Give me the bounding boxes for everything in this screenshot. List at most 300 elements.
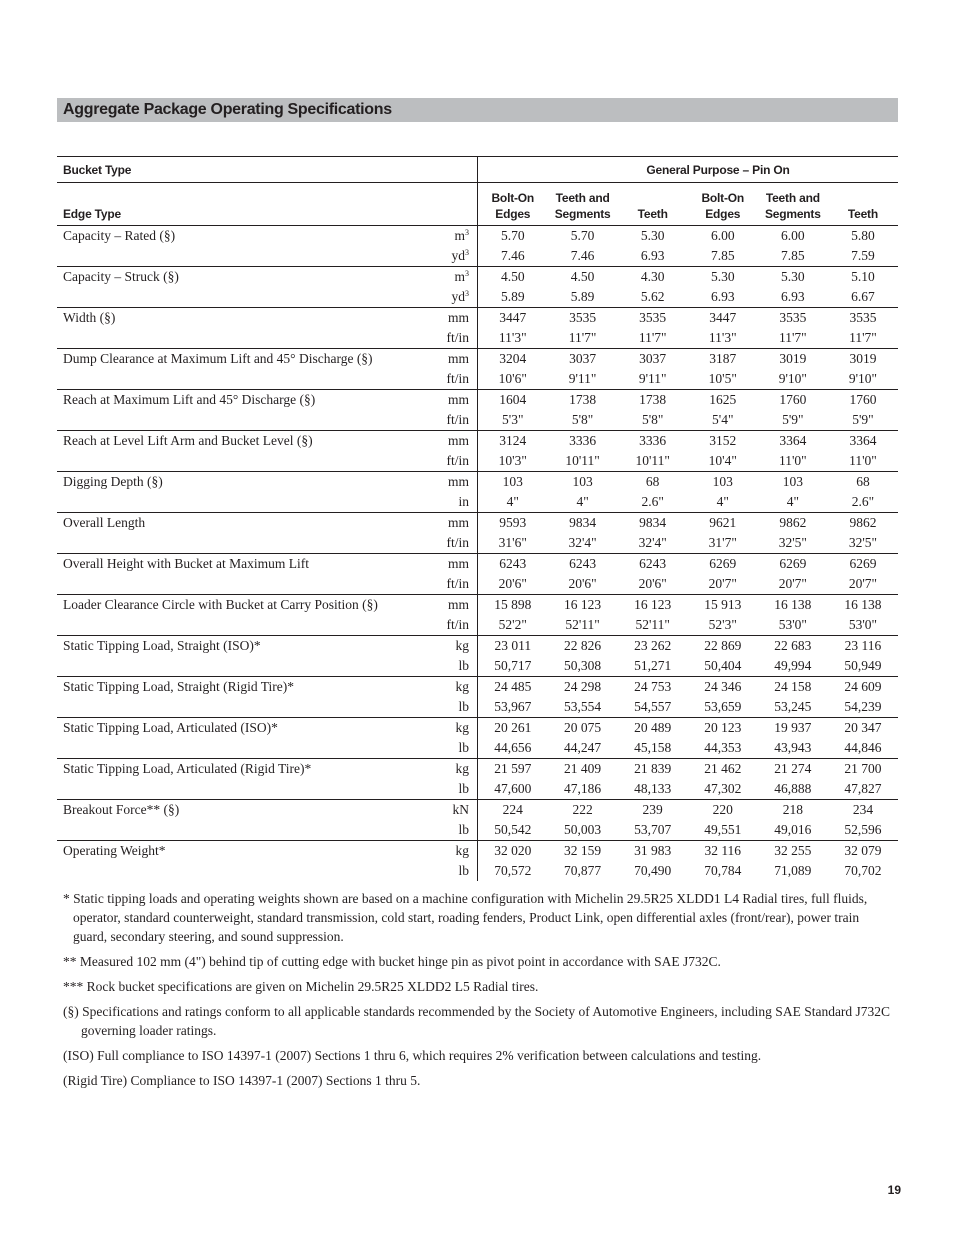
unit-text: kg — [455, 843, 469, 858]
spec-label: Breakout Force** (§) — [57, 800, 407, 841]
value-cell: 23 262 — [618, 636, 688, 657]
value-cell: 234 — [828, 800, 898, 821]
value-cell: 9'11" — [638, 371, 667, 386]
value-cell: 24 158 — [758, 677, 828, 698]
value-cell: 5.89 — [477, 287, 547, 308]
value-cell: 3187 — [688, 349, 758, 370]
unit-text: mm — [447, 392, 469, 407]
value-cell: 21 462 — [688, 759, 758, 780]
spec-label: Overall Height with Bucket at Maximum Lift — [57, 554, 407, 595]
unit-cell — [407, 841, 477, 862]
value-cell: 21 597 — [477, 759, 547, 780]
value-cell: 5'8" — [571, 412, 594, 427]
value-cell: 47,827 — [844, 781, 882, 796]
value-cell: 52,596 — [844, 822, 882, 837]
value-cell: 5.30 — [618, 226, 688, 247]
value-cell: 10'3" — [477, 451, 547, 472]
value-cell: 3364 — [758, 431, 828, 452]
value-cell: 5.30 — [758, 267, 828, 288]
value-cell: 6269 — [828, 554, 898, 575]
table-row — [57, 636, 898, 657]
value-cell: 23 011 — [477, 636, 547, 657]
value-cell: 5'8" — [641, 412, 664, 427]
value-cell: 4" — [786, 494, 799, 509]
table-row — [57, 841, 898, 862]
unit-cell — [407, 800, 477, 821]
spec-label: Reach at Level Lift Arm and Bucket Level (§) — [57, 431, 407, 472]
unit-text: m — [454, 269, 465, 284]
footnote: (ISO) Full compliance to ISO 14397-1 (2007) Sections 1 thru 6, which requires 2% verification between calculations and testing. — [63, 1048, 762, 1063]
value-cell: 10'5" — [708, 371, 737, 386]
value-cell: 32 255 — [758, 841, 828, 862]
unit-cell — [407, 574, 477, 595]
value-cell: 3447 — [688, 308, 758, 329]
unit-cell — [407, 226, 477, 247]
value-cell: 3037 — [548, 349, 618, 370]
unit-cell — [407, 779, 477, 800]
unit-cell — [407, 861, 477, 881]
value-cell: 21 839 — [618, 759, 688, 780]
unit-cell — [407, 472, 477, 493]
value-cell: 44,656 — [477, 738, 547, 759]
unit-cell — [407, 697, 477, 718]
footnote: * Static tipping loads and operating weights shown are based on a machine configuration with Michelin 29.5R25 XLDD1 L4 Radial tires, full fluids, operator, standard counterweight, standard transmission, cold start, roading fenders, Product Link, open differential axles (front/rear), power train guard, secondary steering, and sound suppression. — [63, 891, 868, 944]
value-cell: 6.93 — [710, 289, 735, 304]
footnote: (§) Specifications and ratings conform to all applicable standards recommended by the Society of Automotive Engineers, including SAE Standard J732C governing loader ratings. — [63, 1004, 891, 1038]
unit-exponent: 3 — [464, 228, 469, 237]
value-cell: 3336 — [548, 431, 618, 452]
spec-label: Operating Weight* — [57, 841, 407, 882]
unit-text: mm — [447, 433, 469, 448]
unit-text: kg — [455, 679, 469, 694]
value-cell: 2.6" — [641, 494, 664, 509]
value-cell: 9834 — [618, 513, 688, 534]
value-cell: 6.00 — [688, 226, 758, 247]
value-cell: 48,133 — [634, 781, 672, 796]
value-cell: 49,994 — [774, 658, 812, 673]
unit-text: kg — [455, 761, 469, 776]
value-cell: 45,158 — [634, 740, 672, 755]
value-cell: 71,089 — [774, 863, 812, 878]
value-cell: 24 346 — [688, 677, 758, 698]
value-cell: 2.6" — [851, 494, 875, 509]
unit-cell — [407, 738, 477, 759]
edge-type-line: Bolt-On — [491, 191, 535, 205]
value-cell: 50,404 — [704, 658, 742, 673]
value-cell: 24 609 — [828, 677, 898, 698]
spec-label: Static Tipping Load, Articulated (Rigid Tire)* — [57, 759, 407, 800]
spec-label: Static Tipping Load, Straight (Rigid Tire)* — [57, 677, 407, 718]
value-cell: 32 159 — [548, 841, 618, 862]
value-cell: 52'2" — [477, 615, 547, 636]
value-cell: 47,302 — [704, 781, 742, 796]
value-cell: 5'3" — [477, 410, 547, 431]
value-cell: 16 138 — [758, 595, 828, 616]
value-cell: 6269 — [688, 554, 758, 575]
value-cell: 31'6" — [477, 533, 547, 554]
edge-type-line: Teeth — [637, 207, 668, 221]
unit-text: yd — [451, 289, 465, 304]
edge-type-line: Edges — [705, 207, 741, 221]
value-cell: 11'7" — [568, 330, 597, 345]
value-cell: 31'7" — [708, 535, 737, 550]
value-cell: 70,572 — [477, 861, 547, 881]
value-cell: 3535 — [618, 308, 688, 329]
value-cell: 3535 — [758, 308, 828, 329]
value-cell: 32 116 — [688, 841, 758, 862]
page-number: 19 — [887, 1183, 901, 1197]
value-cell: 15 913 — [688, 595, 758, 616]
unit-cell — [407, 492, 477, 513]
value-cell: 16 123 — [548, 595, 618, 616]
table-row — [57, 472, 898, 493]
value-cell: 53,554 — [564, 699, 602, 714]
value-cell: 10'11" — [635, 453, 670, 468]
value-cell: 20 075 — [548, 718, 618, 739]
unit-text: kN — [452, 802, 469, 817]
value-cell: 50,542 — [477, 820, 547, 841]
value-cell: 51,271 — [634, 658, 672, 673]
value-cell: 3535 — [548, 308, 618, 329]
value-cell: 49,551 — [704, 822, 742, 837]
value-cell: 20'6" — [477, 574, 547, 595]
value-cell: 32'5" — [778, 535, 807, 550]
value-cell: 21 274 — [758, 759, 828, 780]
value-cell: 5'4" — [712, 412, 734, 427]
value-cell: 23 116 — [828, 636, 898, 657]
edge-type-line: Teeth and — [555, 191, 610, 205]
edge-type-header — [758, 183, 828, 226]
unit-text: kg — [455, 638, 469, 653]
unit-text: in — [458, 494, 469, 509]
unit-text: lb — [458, 863, 469, 878]
edge-type-line: Edges — [495, 207, 531, 221]
value-cell: 3019 — [758, 349, 828, 370]
value-cell: 220 — [688, 800, 758, 821]
spec-label: Digging Depth (§) — [57, 472, 407, 513]
edge-type-line: Teeth — [847, 207, 878, 221]
unit-text: lb — [458, 699, 469, 714]
value-cell: 52'3" — [708, 617, 737, 632]
header-row-bucket-type — [57, 157, 898, 183]
value-cell: 6243 — [477, 554, 547, 575]
value-cell: 6.00 — [758, 226, 828, 247]
value-cell: 10'11" — [565, 453, 600, 468]
value-cell: 20'7" — [708, 576, 737, 591]
edge-type-label: Edge Type — [57, 183, 477, 226]
value-cell: 47,600 — [477, 779, 547, 800]
table-row — [57, 759, 898, 780]
spec-label: Static Tipping Load, Straight (ISO)* — [57, 636, 407, 677]
value-cell: 3204 — [477, 349, 547, 370]
value-cell: 54,239 — [844, 699, 882, 714]
table-row — [57, 677, 898, 698]
unit-cell — [407, 513, 477, 534]
value-cell: 10'6" — [477, 369, 547, 390]
value-cell: 20 123 — [688, 718, 758, 739]
value-cell: 53'0" — [848, 617, 878, 632]
value-cell: 3037 — [618, 349, 688, 370]
value-cell: 50,003 — [564, 822, 602, 837]
unit-text: lb — [458, 658, 469, 673]
footnote: ** Measured 102 mm (4") behind tip of cutting edge with bucket hinge pin as pivot point in accordance with SAE J732C. — [63, 954, 721, 969]
value-cell: 6.93 — [640, 248, 665, 263]
value-cell: 1760 — [758, 390, 828, 411]
value-cell: 20'7" — [848, 576, 878, 591]
specifications-table — [57, 156, 898, 881]
unit-cell — [407, 287, 477, 308]
value-cell: 103 — [688, 472, 758, 493]
unit-text: lb — [458, 740, 469, 755]
value-cell: 47,186 — [564, 781, 602, 796]
bucket-group-label: General Purpose – Pin On — [477, 157, 898, 183]
value-cell: 50,949 — [844, 658, 882, 673]
value-cell: 1738 — [618, 390, 688, 411]
unit-exponent: 3 — [464, 269, 469, 278]
value-cell: 16 123 — [618, 595, 688, 616]
footnotes — [63, 889, 893, 1096]
value-cell: 53,245 — [774, 699, 812, 714]
value-cell: 16 138 — [828, 595, 898, 616]
value-cell: 4" — [576, 494, 589, 509]
value-cell: 5.62 — [640, 289, 665, 304]
unit-text: lb — [458, 781, 469, 796]
spec-label: Loader Clearance Circle with Bucket at Carry Position (§) — [57, 595, 407, 636]
unit-text: ft/in — [446, 371, 469, 386]
value-cell: 9862 — [828, 513, 898, 534]
value-cell: 11'3" — [708, 330, 737, 345]
value-cell: 24 753 — [618, 677, 688, 698]
value-cell: 22 826 — [548, 636, 618, 657]
value-cell: 6243 — [618, 554, 688, 575]
unit-cell — [407, 718, 477, 739]
value-cell: 22 683 — [758, 636, 828, 657]
value-cell: 32'4" — [568, 535, 597, 550]
value-cell: 5.70 — [477, 226, 547, 247]
spec-label: Capacity – Struck (§) — [57, 267, 407, 308]
value-cell: 53,707 — [634, 822, 672, 837]
value-cell: 5'9" — [782, 412, 804, 427]
value-cell: 3535 — [828, 308, 898, 329]
value-cell: 50,717 — [477, 656, 547, 677]
unit-cell — [407, 554, 477, 575]
value-cell: 1760 — [828, 390, 898, 411]
value-cell: 222 — [548, 800, 618, 821]
value-cell: 52'11" — [565, 617, 600, 632]
value-cell: 5.10 — [828, 267, 898, 288]
spec-label: Capacity – Rated (§) — [57, 226, 407, 267]
value-cell: 1625 — [688, 390, 758, 411]
table-row — [57, 308, 898, 329]
value-cell: 103 — [477, 472, 547, 493]
value-cell: 32'4" — [638, 535, 667, 550]
value-cell: 9834 — [548, 513, 618, 534]
value-cell: 4" — [716, 494, 729, 509]
value-cell: 9'10" — [778, 371, 807, 386]
table-row — [57, 554, 898, 575]
unit-cell — [407, 308, 477, 329]
edge-type-header — [688, 183, 758, 226]
value-cell: 5.70 — [548, 226, 618, 247]
table-row — [57, 431, 898, 452]
unit-text: mm — [447, 515, 469, 530]
value-cell: 1738 — [548, 390, 618, 411]
value-cell: 3124 — [477, 431, 547, 452]
unit-text: ft/in — [446, 576, 469, 591]
value-cell: 20'6" — [568, 576, 597, 591]
unit-cell — [407, 349, 477, 370]
unit-exponent: 3 — [464, 248, 469, 257]
value-cell: 7.85 — [781, 248, 805, 263]
unit-cell — [407, 656, 477, 677]
value-cell: 32'5" — [848, 535, 878, 550]
value-cell: 9'10" — [848, 371, 878, 386]
value-cell: 24 485 — [477, 677, 547, 698]
unit-text: mm — [447, 310, 469, 325]
unit-cell — [407, 267, 477, 288]
value-cell: 7.46 — [570, 248, 595, 263]
unit-exponent: 3 — [464, 289, 469, 298]
unit-text: yd — [451, 248, 465, 263]
spec-label: Width (§) — [57, 308, 407, 349]
value-cell: 9862 — [758, 513, 828, 534]
value-cell: 15 898 — [477, 595, 547, 616]
edge-type-header — [548, 183, 618, 226]
value-cell: 7.59 — [851, 248, 875, 263]
bucket-type-label: Bucket Type — [57, 157, 477, 183]
unit-cell — [407, 410, 477, 431]
value-cell: 20'6" — [638, 576, 667, 591]
value-cell: 19 937 — [758, 718, 828, 739]
value-cell: 70,877 — [564, 863, 602, 878]
unit-text: m — [454, 228, 465, 243]
edge-type-header — [618, 183, 688, 226]
value-cell: 21 700 — [828, 759, 898, 780]
footnote: *** Rock bucket specifications are given on Michelin 29.5R25 XLDD2 L5 Radial tires. — [63, 979, 539, 994]
value-cell: 3019 — [828, 349, 898, 370]
table-row — [57, 390, 898, 411]
unit-text: mm — [447, 556, 469, 571]
value-cell: 70,784 — [704, 863, 742, 878]
edge-type-line: Teeth and — [765, 191, 820, 205]
value-cell: 3364 — [828, 431, 898, 452]
unit-cell — [407, 390, 477, 411]
table-row — [57, 267, 898, 288]
value-cell: 53'0" — [778, 617, 807, 632]
value-cell: 32 020 — [477, 841, 547, 862]
value-cell: 21 409 — [548, 759, 618, 780]
unit-text: ft/in — [446, 617, 469, 632]
value-cell: 20 489 — [618, 718, 688, 739]
value-cell: 11'7" — [638, 330, 667, 345]
value-cell: 3152 — [688, 431, 758, 452]
unit-text: ft/in — [446, 330, 469, 345]
value-cell: 46,888 — [774, 781, 812, 796]
value-cell: 6.67 — [851, 289, 875, 304]
unit-text: ft/in — [446, 453, 469, 468]
value-cell: 218 — [758, 800, 828, 821]
unit-text: ft/in — [446, 412, 469, 427]
value-cell: 31 983 — [618, 841, 688, 862]
unit-text: kg — [455, 720, 469, 735]
value-cell: 43,943 — [774, 740, 812, 755]
value-cell: 103 — [548, 472, 618, 493]
edge-type-line: Segments — [764, 207, 821, 221]
value-cell: 52'11" — [635, 617, 670, 632]
value-cell: 6.93 — [781, 289, 805, 304]
spec-label: Overall Length — [57, 513, 407, 554]
value-cell: 50,308 — [564, 658, 602, 673]
unit-text: lb — [458, 822, 469, 837]
value-cell: 4.50 — [477, 267, 547, 288]
value-cell: 32 079 — [828, 841, 898, 862]
value-cell: 6269 — [758, 554, 828, 575]
value-cell: 11'7" — [849, 330, 877, 345]
value-cell: 103 — [758, 472, 828, 493]
value-cell: 5'9" — [852, 412, 874, 427]
value-cell: 68 — [828, 472, 898, 493]
value-cell: 7.85 — [710, 248, 735, 263]
value-cell: 9593 — [477, 513, 547, 534]
unit-cell — [407, 431, 477, 452]
value-cell: 68 — [618, 472, 688, 493]
value-cell: 54,557 — [634, 699, 672, 714]
unit-cell — [407, 533, 477, 554]
value-cell: 20 347 — [828, 718, 898, 739]
unit-cell — [407, 246, 477, 267]
unit-cell — [407, 451, 477, 472]
value-cell: 44,353 — [704, 740, 742, 755]
value-cell: 4.30 — [618, 267, 688, 288]
value-cell: 5.89 — [570, 289, 595, 304]
value-cell: 53,967 — [477, 697, 547, 718]
spec-label: Static Tipping Load, Articulated (ISO)* — [57, 718, 407, 759]
section-title: Aggregate Package Operating Specifications — [57, 98, 898, 122]
value-cell: 20'7" — [778, 576, 807, 591]
spec-label: Dump Clearance at Maximum Lift and 45° Discharge (§) — [57, 349, 407, 390]
value-cell: 7.46 — [477, 246, 547, 267]
value-cell: 9'11" — [568, 371, 597, 386]
edge-type-header — [828, 183, 898, 226]
table-row — [57, 718, 898, 739]
value-cell: 1604 — [477, 390, 547, 411]
header-row-edge-type — [57, 183, 898, 226]
value-cell: 11'7" — [778, 330, 807, 345]
value-cell: 49,016 — [774, 822, 812, 837]
value-cell: 4.50 — [548, 267, 618, 288]
edge-type-line: Segments — [554, 207, 611, 221]
value-cell: 22 869 — [688, 636, 758, 657]
unit-text: mm — [447, 597, 469, 612]
spec-label: Reach at Maximum Lift and 45° Discharge (§) — [57, 390, 407, 431]
unit-text: mm — [447, 474, 469, 489]
unit-cell — [407, 615, 477, 636]
value-cell: 3336 — [618, 431, 688, 452]
value-cell: 44,247 — [564, 740, 602, 755]
table-body — [57, 226, 898, 882]
value-cell: 20 261 — [477, 718, 547, 739]
value-cell: 24 298 — [548, 677, 618, 698]
value-cell: 239 — [618, 800, 688, 821]
value-cell: 3447 — [477, 308, 547, 329]
unit-text: mm — [447, 351, 469, 366]
unit-cell — [407, 369, 477, 390]
value-cell: 70,702 — [844, 863, 882, 878]
value-cell: 5.30 — [688, 267, 758, 288]
value-cell: 70,490 — [634, 863, 672, 878]
unit-cell — [407, 328, 477, 349]
unit-cell — [407, 759, 477, 780]
